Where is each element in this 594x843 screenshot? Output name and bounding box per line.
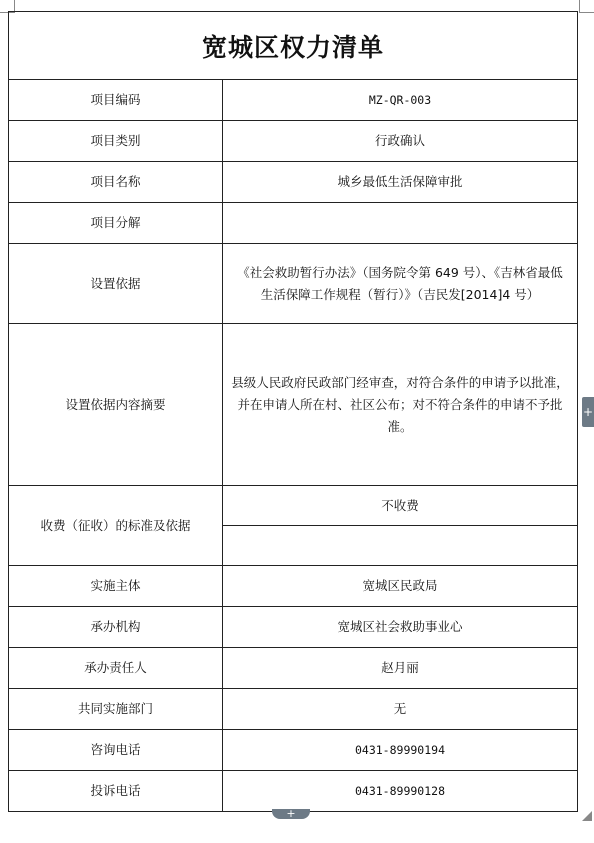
power-list-table — [9, 80, 577, 811]
row-value: 不收费 — [223, 486, 578, 526]
row-label: 投诉电话 — [9, 771, 223, 812]
table-row — [9, 730, 577, 771]
table-row — [9, 771, 577, 812]
crop-mark-top-right — [579, 0, 594, 13]
table-row — [9, 324, 577, 486]
power-list-document — [8, 11, 578, 812]
table-row — [9, 162, 577, 203]
table-row — [9, 607, 577, 648]
row-value: 无 — [223, 689, 578, 730]
table-row — [9, 486, 577, 526]
row-label: 咨询电话 — [9, 730, 223, 771]
row-label: 实施主体 — [9, 566, 223, 607]
row-value: 《社会救助暂行办法》（国务院令第 649 号）、《吉林省最低生活保障工作规程（暂行）》（吉民发[2014]4 号） — [223, 244, 578, 324]
row-value: 县级人民政府民政部门经审查，对符合条件的申请予以批准，并在申请人所在村、社区公布；对不符合条件的申请不予批准。 — [223, 324, 578, 486]
row-label: 项目编码 — [9, 80, 223, 121]
resize-handle-icon[interactable] — [582, 811, 592, 821]
row-label: 承办机构 — [9, 607, 223, 648]
table-row — [9, 648, 577, 689]
document-title: 宽城区权力清单 — [9, 12, 577, 80]
row-value: 宽城区民政局 — [223, 566, 578, 607]
row-label: 项目名称 — [9, 162, 223, 203]
table-row — [9, 689, 577, 730]
table-row — [9, 566, 577, 607]
side-expand-button[interactable]: + — [582, 397, 594, 427]
table-row — [9, 121, 577, 162]
row-label: 设置依据内容摘要 — [9, 324, 223, 486]
table-row — [9, 80, 577, 121]
row-value: 行政确认 — [223, 121, 578, 162]
bottom-expand-button[interactable]: + — [272, 809, 310, 819]
row-value: 宽城区社会救助事业心 — [223, 607, 578, 648]
table-row — [9, 244, 577, 324]
row-label: 项目分解 — [9, 203, 223, 244]
table-row — [9, 203, 577, 244]
row-label: 共同实施部门 — [9, 689, 223, 730]
row-value: 城乡最低生活保障审批 — [223, 162, 578, 203]
row-value-secondary — [223, 526, 578, 566]
row-label: 承办责任人 — [9, 648, 223, 689]
row-label: 收费（征收）的标准及依据 — [9, 486, 223, 566]
row-label: 设置依据 — [9, 244, 223, 324]
row-value: 赵月丽 — [223, 648, 578, 689]
row-value: 0431-89990194 — [223, 730, 578, 771]
row-value: 0431-89990128 — [223, 771, 578, 812]
row-value: MZ-QR-003 — [223, 80, 578, 121]
row-label: 项目类别 — [9, 121, 223, 162]
row-value — [223, 203, 578, 244]
